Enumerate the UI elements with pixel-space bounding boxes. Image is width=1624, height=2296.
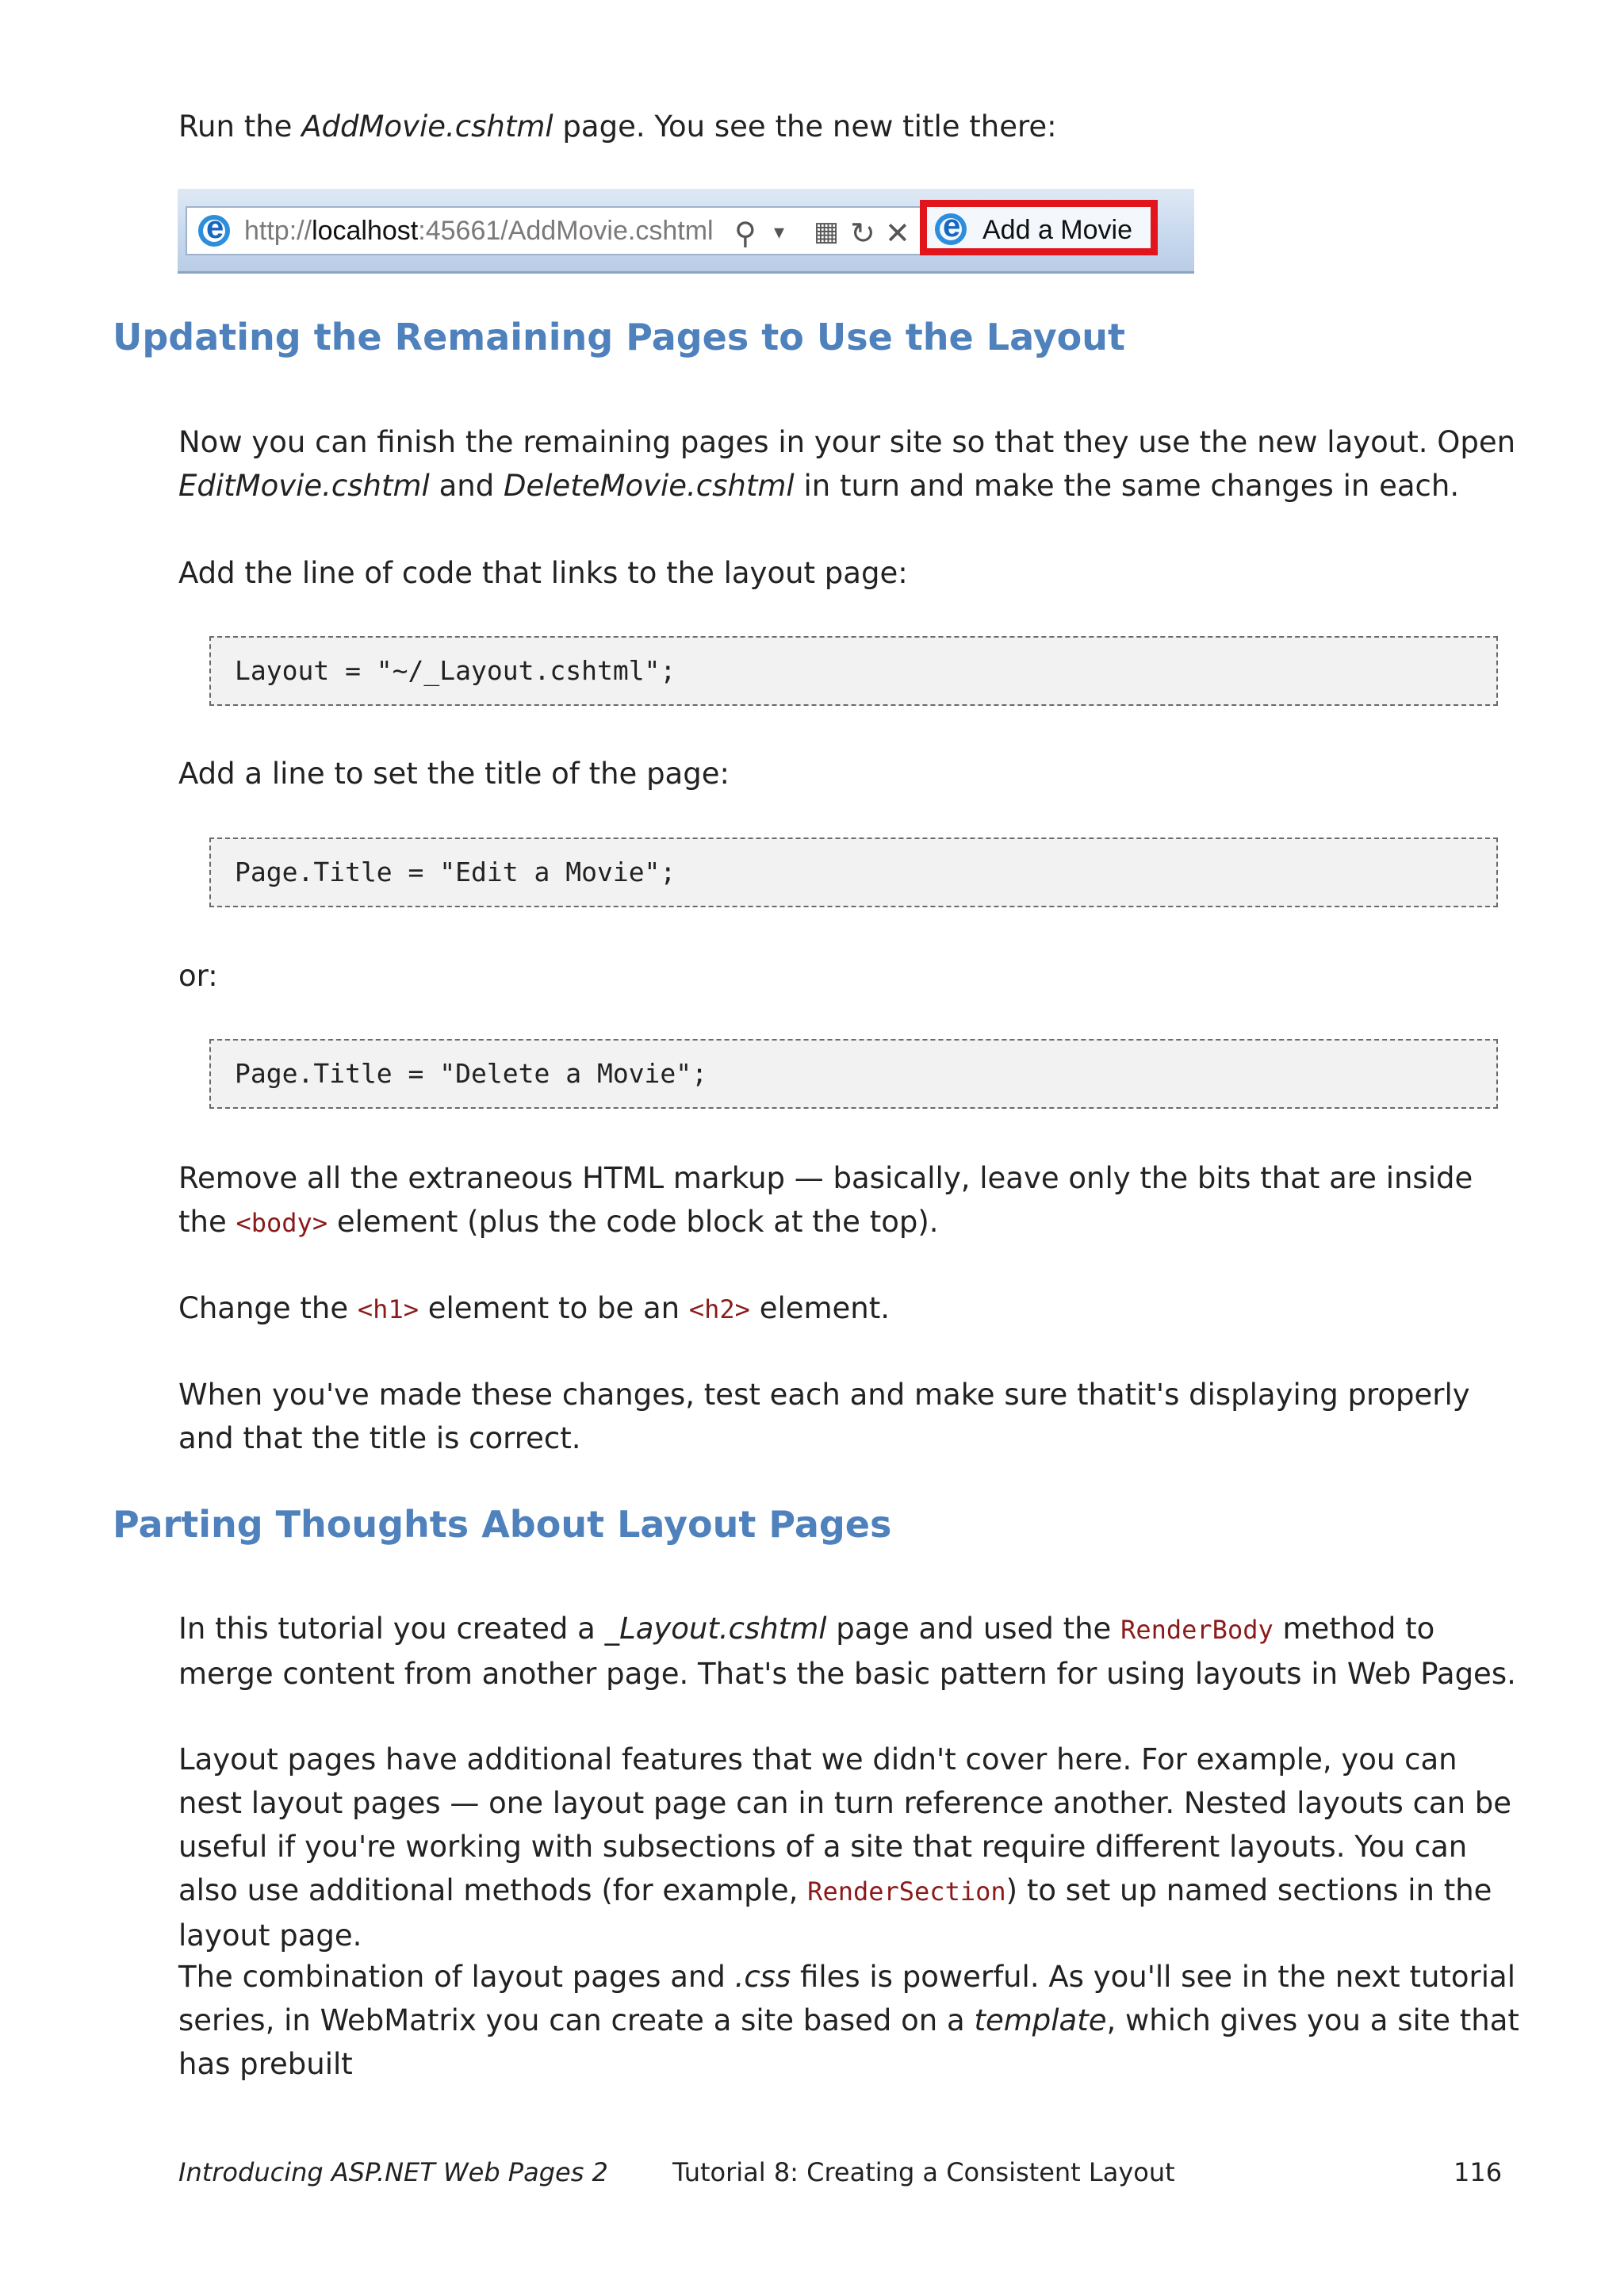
code-block-edit-title: Page.Title = "Edit a Movie"; <box>209 838 1498 907</box>
tab-ie-icon <box>935 213 967 245</box>
tab-title: Add a Movie <box>982 215 1132 245</box>
section-heading-updating: Updating the Remaining Pages to Use the Layout <box>113 316 1126 358</box>
footer-page-number: 116 <box>1454 2157 1503 2187</box>
stop-icon: ✕ <box>885 216 910 251</box>
compat-view-icon: ▦ <box>814 216 840 247</box>
paragraph-tutorial-summary: In this tutorial you created a _Layout.cshtml page and used the RenderBody method to merge content from another page. That's the basic pattern for using layouts in Web Pages. <box>178 1612 1516 1691</box>
code-block-delete-title: Page.Title = "Delete a Movie"; <box>209 1039 1498 1109</box>
refresh-icon: ↻ <box>850 216 875 251</box>
paragraph-finish-pages: Now you can finish the remaining pages in your site so that they use the new layout. Open EditMovie.cshtml and DeleteMovie.cshtml in turn and make the same changes in each. <box>178 425 1516 503</box>
paragraph-additional-features: Layout pages have additional features that we didn't cover here. For example, you can nest layout pages — one layout page can in turn reference another. Nested layouts can be useful if you're working with subsections of a site that require different layouts. You can also use additional methods (for example, RenderSection) to set up named sections in the layout page. <box>178 1742 1512 1953</box>
footer-book-title: Introducing ASP.NET Web Pages 2 <box>178 2157 608 2187</box>
paragraph-change-h1: Change the <h1> element to be an <h2> element. <box>178 1291 891 1325</box>
paragraph-set-title: Add a line to set the title of the page: <box>178 757 730 791</box>
code-block-layout: Layout = "~/_Layout.cshtml"; <box>209 636 1498 706</box>
search-icon: ⚲ <box>734 216 756 251</box>
intro-paragraph: Run the AddMovie.cshtml page. You see the new title there: <box>178 109 1057 144</box>
paragraph-combination: The combination of layout pages and .css files is powerful. As you'll see in the next tutorial series, in WebMatrix you can create a site based on a template, which gives you a site that has prebuilt <box>178 1960 1519 2081</box>
dropdown-icon: ▾ <box>774 220 785 244</box>
url-text: http://localhost:45661/AddMovie.cshtml <box>244 216 714 246</box>
browser-tab-highlighted <box>920 200 1158 255</box>
ie-icon <box>198 215 230 247</box>
footer-chapter-title: Tutorial 8: Creating a Consistent Layout <box>672 2157 1175 2187</box>
browser-screenshot <box>178 189 1194 274</box>
paragraph-remove-markup: Remove all the extraneous HTML markup — basically, leave only the bits that are inside the <body> element (plus the code block at the top). <box>178 1161 1473 1239</box>
paragraph-or: or: <box>178 959 218 993</box>
section-heading-parting: Parting Thoughts About Layout Pages <box>113 1503 892 1546</box>
paragraph-test-changes: When you've made these changes, test each and make sure thatit's displaying properly and that the title is correct. <box>178 1378 1470 1455</box>
paragraph-add-layout-line: Add the line of code that links to the layout page: <box>178 556 908 590</box>
